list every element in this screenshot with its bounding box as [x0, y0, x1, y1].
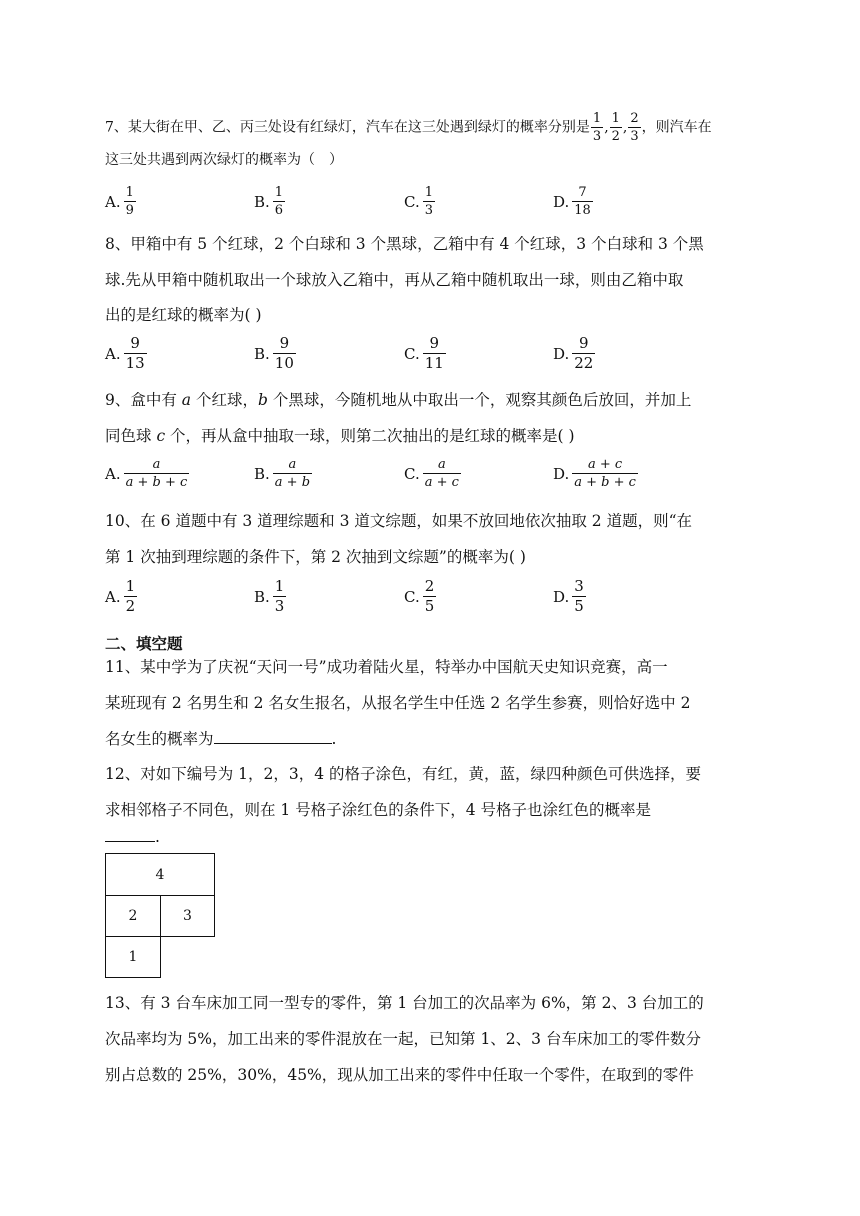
q11-stem-line1: 11、某中学为了庆祝“天问一号”成功着陆火星，特举办中国航天史知识竞赛，高一 — [105, 658, 668, 676]
q10-stem-line2: 第 1 次抽到理综题的条件下，第 2 次抽到文综题”的概率为( ) — [105, 548, 526, 566]
q8-option-b[interactable]: B. $\frac{9}{10}$ — [254, 334, 294, 372]
q7-fraction-3: $\frac{2}{3}$ — [630, 111, 639, 144]
q13-stem-line2: 次品率均为 5%，加工出来的零件混放在一起，已知第 1、2、3 台车床加工的零件数分 — [105, 1030, 701, 1048]
q11-stem-line2: 某班现有 2 名男生和 2 名女生报名，从报名学生中任选 2 名学生参赛，则恰好选中 2 — [105, 694, 691, 712]
grid-cell-2: 2 — [105, 895, 161, 937]
section-heading-fill-in: 二、填空题 — [105, 635, 183, 653]
q7-option-c[interactable]: C. $\frac{1}{3}$ — [404, 185, 433, 218]
q10-option-c[interactable]: C. $\frac{2}{5}$ — [404, 577, 435, 615]
q11-stem-line3: 名女生的概率为 . — [105, 730, 337, 748]
q11-answer-blank[interactable] — [214, 728, 332, 744]
q9-option-a[interactable]: A. $\frac{a}{a + b + c}$ — [105, 457, 188, 490]
grid-cell-4: 4 — [105, 853, 215, 896]
q7-text: 7、某大街在甲、乙、丙三处设有红绿灯，汽车在这三处遇到绿灯的概率分别是 — [105, 119, 590, 136]
q9-stem-line2: 同色球 c 个，再从盒中抽取一球，则第二次抽出的是红球的概率是( ) — [105, 427, 575, 445]
q8-option-d[interactable]: D. $\frac{9}{22}$ — [553, 334, 594, 372]
q13-stem-line1: 13、有 3 台车床加工同一型专的零件，第 1 台加工的次品率为 6%，第 2、3 台加工的 — [105, 994, 704, 1012]
q7-stem-line1: 7、某大街在甲、乙、丙三处设有红绿灯，汽车在这三处遇到绿灯的概率分别是 $\frac{1}{3}$ , $\frac{1}{2}$ , $\frac{2}{3}$ ，则汽车在 — [105, 111, 712, 144]
grid-cell-3: 3 — [160, 895, 215, 937]
q13-stem-line3: 别占总数的 25%，30%，45%，现从加工出来的零件中任取一个零件，在取到的零件 — [105, 1066, 694, 1084]
q7-fraction-2: $\frac{1}{2}$ — [611, 111, 620, 144]
q12-answer-blank[interactable] — [105, 826, 155, 842]
q7-stem-line2: 这三处共遇到两次绿灯的概率为（ ） — [105, 152, 343, 168]
q7-option-b[interactable]: B. $\frac{1}{6}$ — [254, 185, 284, 218]
q9-option-b[interactable]: B. $\frac{a}{a + b}$ — [254, 457, 311, 490]
q7-fraction-1: $\frac{1}{3}$ — [592, 111, 602, 144]
q8-option-a[interactable]: A. $\frac{9}{13}$ — [105, 334, 145, 372]
q10-stem-line1: 10、在 6 道题中有 3 道理综题和 3 道文综题，如果不放回地依次抽取 2 道题，则“在 — [105, 512, 693, 530]
q12-stem-line1: 12、对如下编号为 1，2，3，4 的格子涂色，有红，黄，蓝，绿四种颜色可供选择，要 — [105, 765, 702, 783]
grid-cell-1: 1 — [105, 936, 161, 978]
q9-stem-line1: 9、盒中有 a 个红球，b 个黑球，今随机地从中取出一个，观察其颜色后放回，并加上 — [105, 391, 692, 409]
q10-option-d[interactable]: D. $\frac{3}{5}$ — [553, 577, 584, 615]
q8-stem-line3: 出的是红球的概率为( ) — [105, 306, 262, 324]
q7-option-d[interactable]: D. $\frac{7}{18}$ — [553, 185, 591, 218]
q8-stem-line2: 球.先从甲箱中随机取出一个球放入乙箱中，再从乙箱中随机取出一球，则由乙箱中取 — [105, 271, 684, 289]
q12-stem-line3: . — [105, 826, 160, 847]
q10-option-a[interactable]: A. $\frac{1}{2}$ — [105, 577, 136, 615]
q9-option-c[interactable]: C. $\frac{a}{a + c}$ — [404, 457, 459, 490]
q8-stem-line1: 8、甲箱中有 5 个红球，2 个白球和 3 个黑球，乙箱中有 4 个红球，3 个白球和 3 个黑 — [105, 235, 704, 253]
q10-option-b[interactable]: B. $\frac{1}{3}$ — [254, 577, 285, 615]
q7-option-a[interactable]: A. $\frac{1}{9}$ — [105, 185, 134, 218]
q9-option-d[interactable]: D. $\frac{a + c}{a + b + c}$ — [553, 457, 636, 490]
q8-option-c[interactable]: C. $\frac{9}{11}$ — [404, 334, 444, 372]
q12-stem-line2: 求相邻格子不同色，则在 1 号格子涂红色的条件下，4 号格子也涂红色的概率是 — [105, 801, 652, 819]
